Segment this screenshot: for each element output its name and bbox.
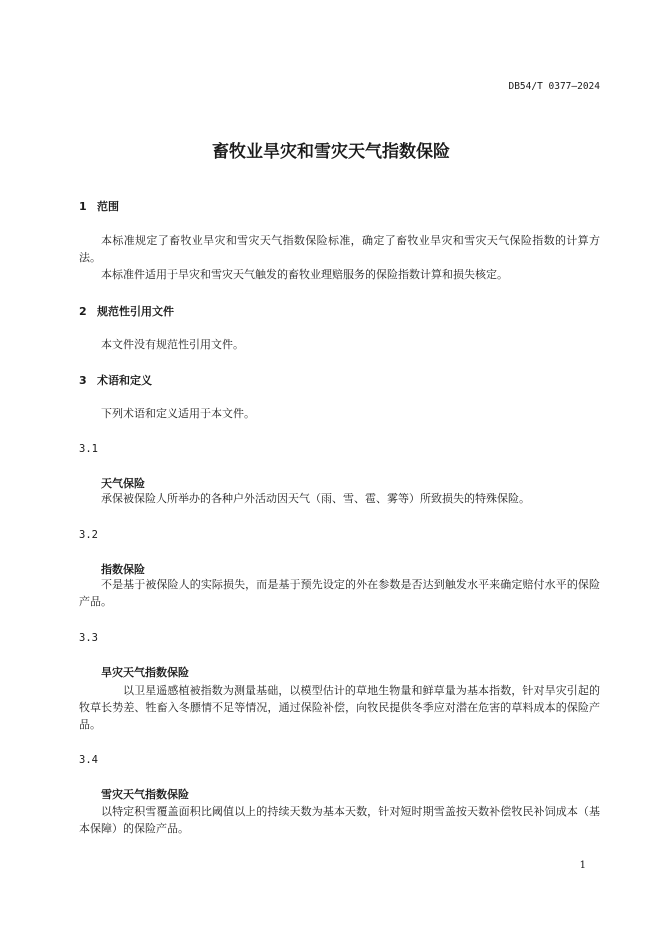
- section-title: 术语和定义: [97, 374, 152, 387]
- scope-paragraph-2: 本标准件适用于旱灾和雪灾天气触发的畜牧业理赔服务的保险指数计算和损失核定。: [101, 268, 508, 281]
- section-heading-3: [79, 372, 152, 388]
- term-name: 旱灾天气指数保险: [101, 666, 189, 679]
- document-title: 畜牧业旱灾和雪灾天气指数保险: [212, 142, 450, 162]
- section-number: 1: [79, 200, 87, 213]
- clause-number: 3.2: [79, 529, 98, 541]
- clause-number: 3.1: [79, 443, 98, 455]
- normative-paragraph: 本文件没有规范性引用文件。: [101, 338, 244, 351]
- section-number: 3: [79, 374, 87, 387]
- section-heading-2: [79, 303, 174, 319]
- term-name: 天气保险: [101, 477, 145, 490]
- term-definition: 以卫星遥感植被指数为测量基础，以模型估计的草地生物量和鲜草量为基本指数，针对旱灾引起的牧草长势差、牲畜入冬膘情不足等情况，通过保险补偿，向牧民提供冬季应对潜在危害的草料成本的保险产品。: [79, 684, 600, 731]
- document-code: DB54/T 0377—2024: [508, 81, 600, 92]
- term-name: 雪灾天气指数保险: [101, 788, 189, 801]
- page-number: 1: [579, 860, 586, 871]
- term-definition: 以特定积雪覆盖面积比阈值以上的持续天数为基本天数，针对短时期雪盖按天数补偿牧民补饲成本（基本保障）的保险产品。: [79, 805, 600, 835]
- section-title: 规范性引用文件: [97, 305, 174, 318]
- term-definition: 承保被保险人所举办的各种户外活动因天气（雨、雪、雹、雾等）所致损失的特殊保险。: [101, 492, 530, 505]
- clause-number: 3.3: [79, 632, 98, 644]
- clause-number: 3.4: [79, 754, 98, 766]
- term-definition: 不是基于被保险人的实际损失，而是基于预先设定的外在参数是否达到触发水平来确定赔付水平的保险产品。: [79, 578, 600, 608]
- section-title: 范围: [97, 200, 119, 213]
- term-name: 指数保险: [101, 563, 145, 576]
- scope-paragraph-1: 本标准规定了畜牧业旱灾和雪灾天气指数保险标准，确定了畜牧业旱灾和雪灾天气保险指数的计算方法。: [79, 234, 600, 264]
- terms-intro: 下列术语和定义适用于本文件。: [101, 407, 255, 420]
- section-heading-1: [79, 198, 119, 214]
- section-number: 2: [79, 305, 87, 318]
